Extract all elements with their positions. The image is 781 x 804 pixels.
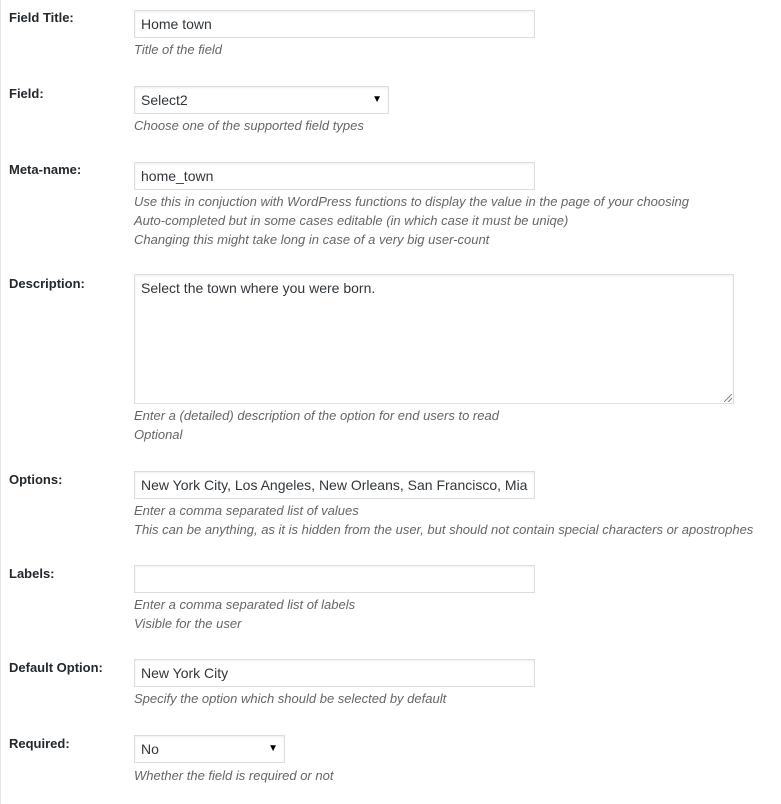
meta-name-desc-3: Changing this might take long in case of a very big user-count xyxy=(134,232,490,247)
required-selected-value: No xyxy=(141,741,159,757)
left-border xyxy=(0,0,1,804)
labels-desc-1: Enter a comma separated list of labels xyxy=(134,597,356,612)
required-label: Required: xyxy=(9,736,70,751)
chevron-down-icon: ▼ xyxy=(268,743,278,754)
labels-input[interactable] xyxy=(134,565,535,593)
meta-name-desc-2: Auto-completed but in some cases editable (in which case it must be uniqe) xyxy=(134,213,569,228)
labels-label: Labels: xyxy=(9,566,55,581)
chevron-down-icon: ▼ xyxy=(372,94,382,105)
description-desc-1: Enter a (detailed) description of the option for end users to read xyxy=(134,408,499,423)
required-desc: Whether the field is required or not xyxy=(134,768,334,783)
labels-desc-2: Visible for the user xyxy=(134,616,242,631)
default-option-desc: Specify the option which should be selected by default xyxy=(134,691,447,706)
meta-name-input[interactable]: home_town xyxy=(134,162,535,190)
description-text: Select the town where you were born. xyxy=(141,280,376,296)
description-desc-2: Optional xyxy=(134,427,183,442)
field-type-select[interactable] xyxy=(134,86,389,114)
options-label: Options: xyxy=(9,472,63,487)
description-label: Description: xyxy=(9,276,85,291)
field-type-selected-value: Select2 xyxy=(141,92,188,108)
default-option-input[interactable]: New York City xyxy=(134,659,535,687)
required-select[interactable] xyxy=(134,735,285,763)
options-desc-2: This can be anything, as it is hidden from the user, but should not contain special characters or apostrophes xyxy=(134,522,754,537)
field-title-label: Field Title: xyxy=(9,10,74,25)
field-title-input[interactable]: Home town xyxy=(134,10,535,38)
field-title-desc: Title of the field xyxy=(134,42,223,57)
options-desc-1: Enter a comma separated list of values xyxy=(134,503,359,518)
description-textarea[interactable] xyxy=(134,274,734,404)
meta-name-label: Meta-name: xyxy=(9,162,82,177)
default-option-label: Default Option: xyxy=(9,660,103,675)
resize-grip-icon[interactable] xyxy=(724,394,732,402)
meta-name-desc-1: Use this in conjuction with WordPress functions to display the value in the page of your choosing xyxy=(134,194,689,209)
field-type-label: Field: xyxy=(9,86,44,101)
options-input[interactable]: New York City, Los Angeles, New Orleans, San Francisco, Mia xyxy=(134,471,535,499)
field-type-desc: Choose one of the supported field types xyxy=(134,118,364,133)
